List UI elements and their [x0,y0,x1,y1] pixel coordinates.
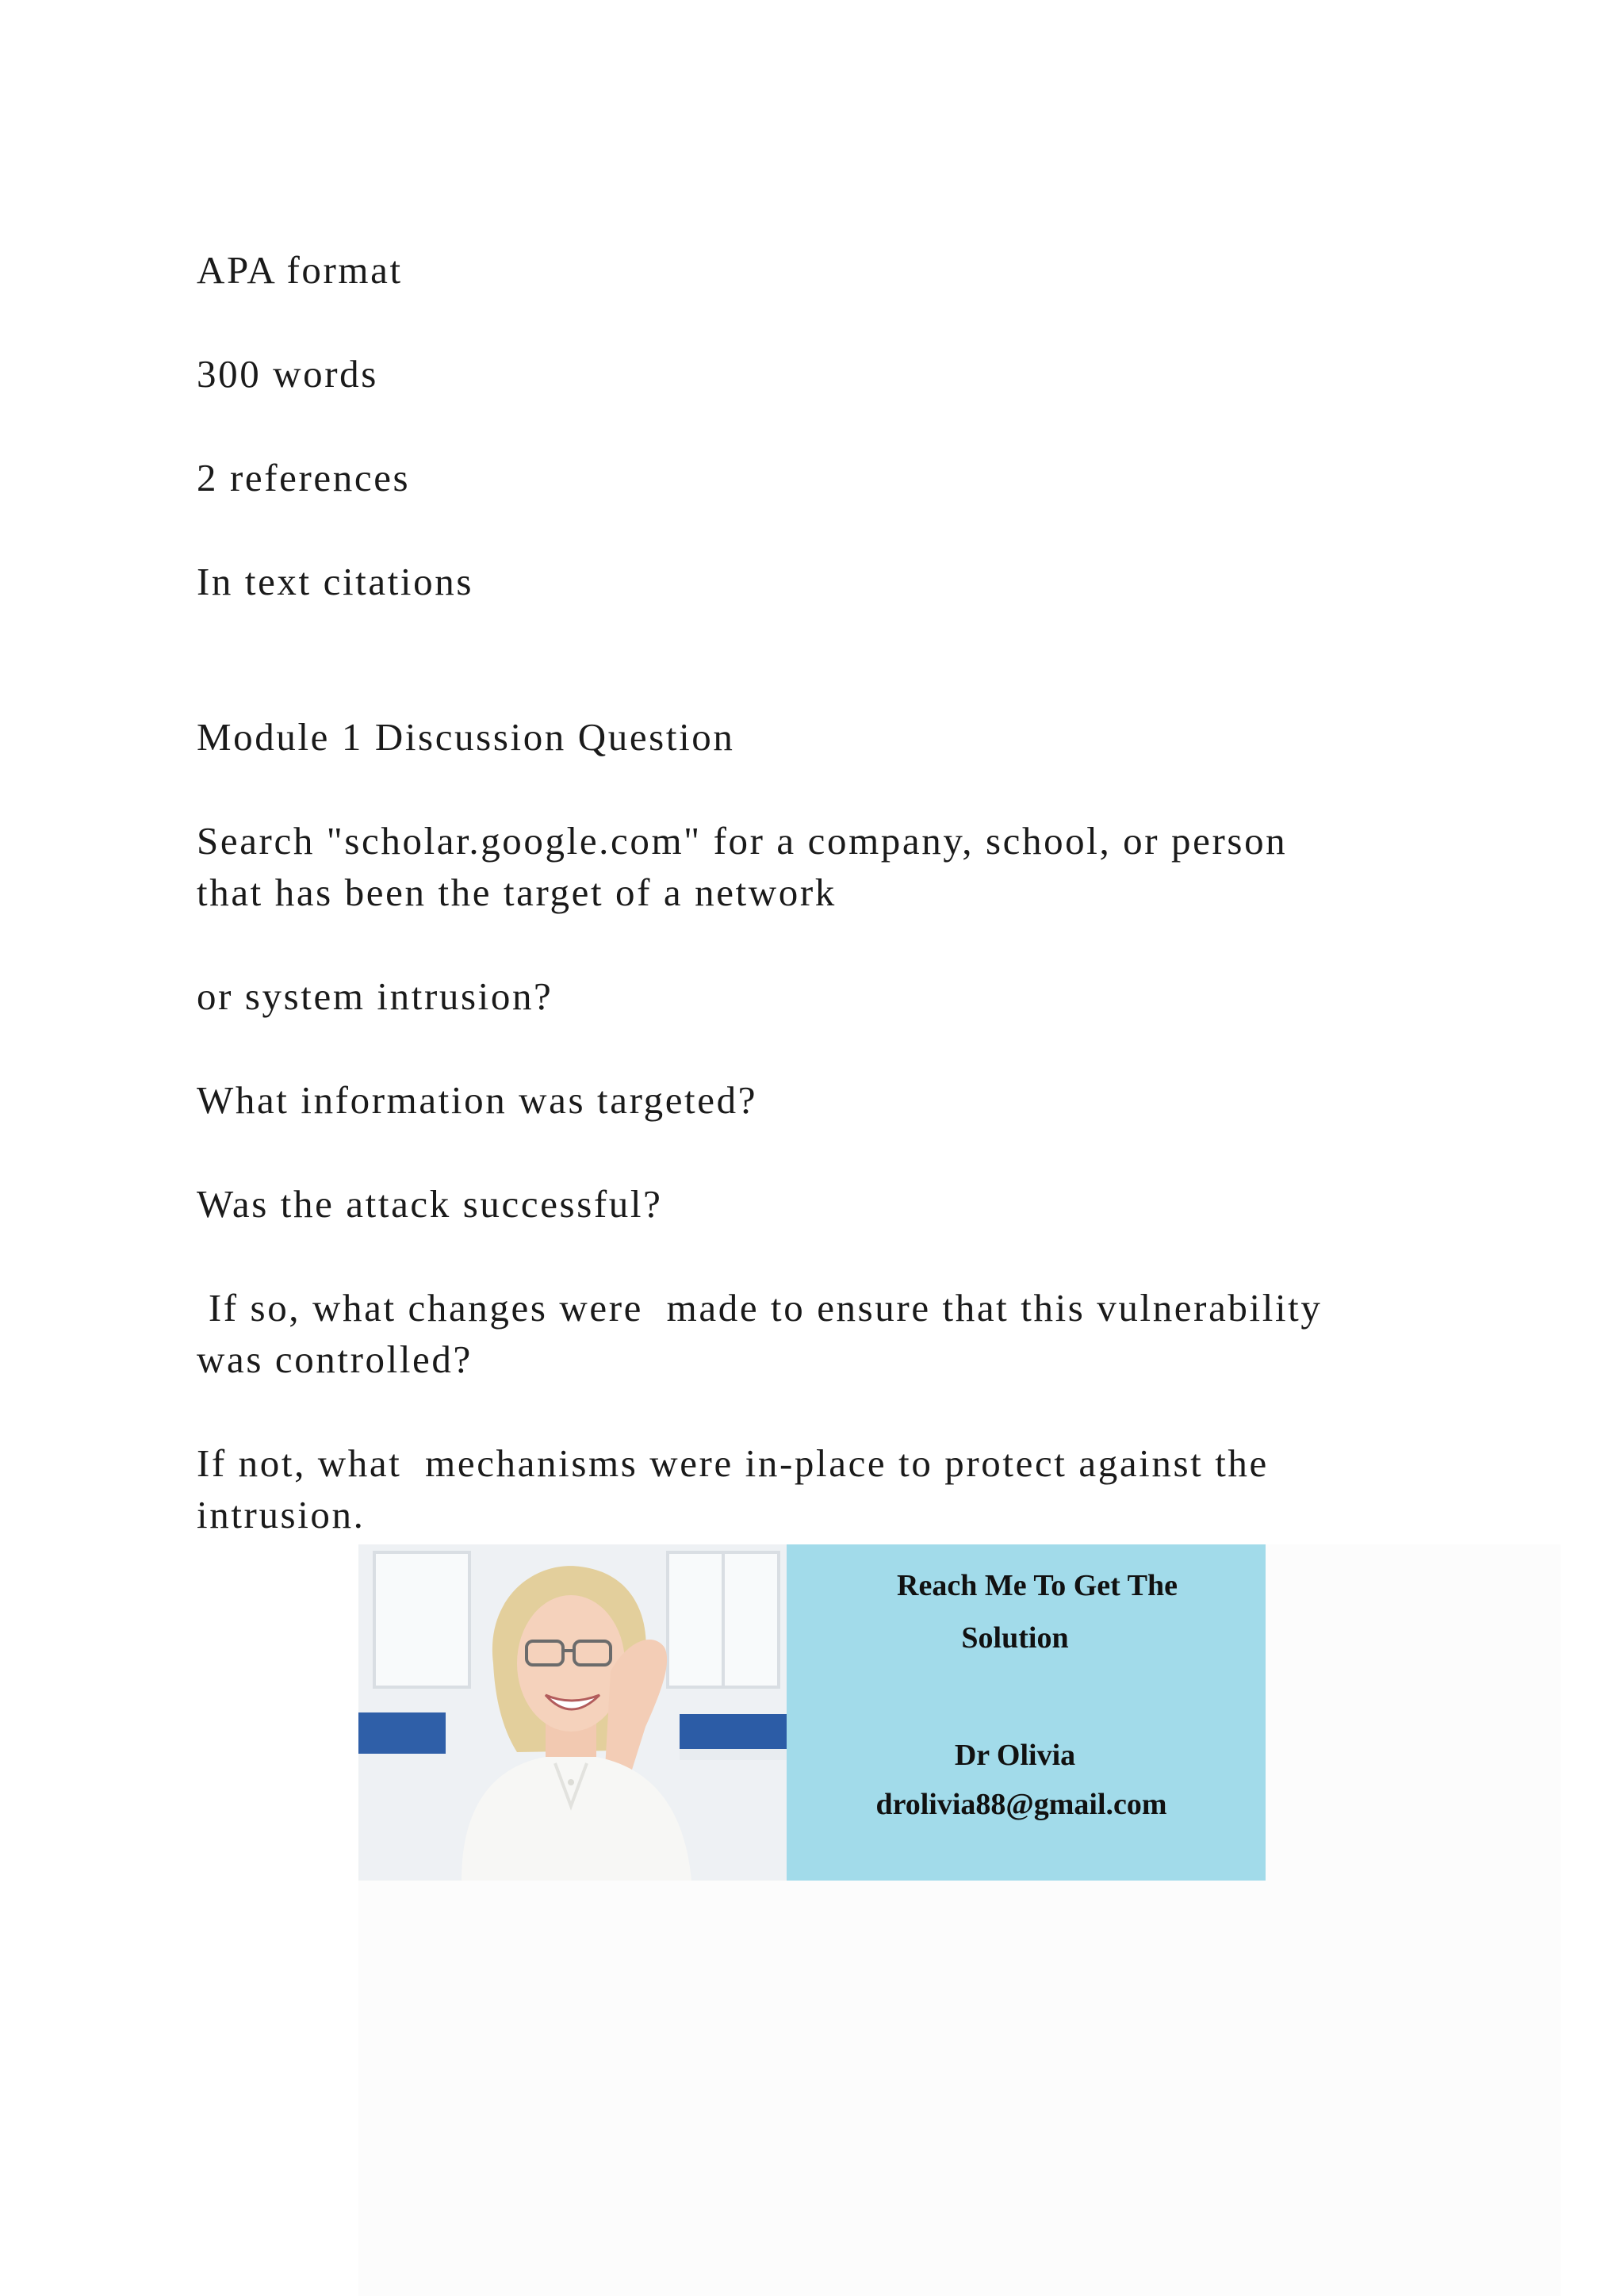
banner-contact-email: drolivia88@gmail.com [875,1788,1167,1821]
discussion-paragraph: What information was targeted? [197,1078,758,1122]
discussion-paragraph: Search "scholar.google.com" for a company, school, or person that has been the target of a network [197,819,1288,914]
contact-banner [358,1544,1266,1881]
requirement-references: 2 references [197,456,411,499]
discussion-paragraph: or system intrusion? [197,974,553,1018]
discussion-paragraph: If so, what changes were made to ensure that this vulnerability was controlled? [197,1286,1323,1381]
discussion-paragraph: Was the attack successful? [197,1182,663,1226]
discussion-paragraph: If not, what mechanisms were in-place to protect against the intrusion. [197,1441,1269,1536]
requirement-citations: In text citations [197,560,474,603]
requirement-word-count: 300 words [197,352,378,396]
requirement-apa-format: APA format [197,248,403,292]
banner-headline-solution: Solution [961,1621,1069,1655]
contact-card [787,1544,1266,1881]
banner-contact-name: Dr Olivia [954,1739,1076,1772]
smiling-woman-photo-icon [358,1544,787,1881]
banner-headline: Reach Me To Get The [897,1569,1178,1602]
discussion-title: Module 1 Discussion Question [197,715,735,759]
